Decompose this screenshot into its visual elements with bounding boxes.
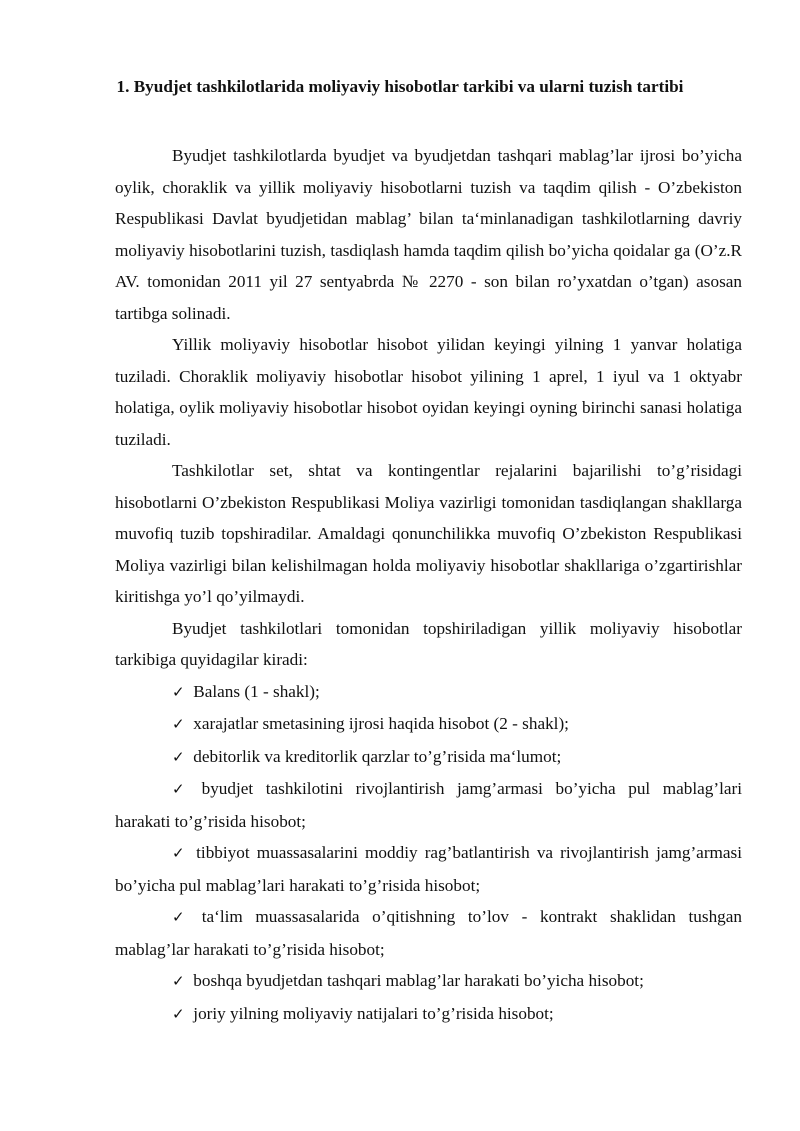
list-item	[115, 998, 742, 1031]
list-item-text: debitorlik va kreditorlik qarzlar to’g’risida ma‘lumot;	[193, 746, 562, 766]
list-item	[115, 773, 742, 837]
list-item	[115, 901, 742, 965]
list-item-text: tibbiyot muassasalarini moddiy rag’batlantirish va rivojlantirish jamg’armasi bo’yicha pul mablag’lari harakati to’g’risida hisobot;	[115, 843, 742, 895]
section-title: 1. Byudjet tashkilotlarida moliyaviy hisobotlar tarkibi va ularni tuzish tartibi	[116, 77, 684, 96]
checkmark-icon: ✓	[172, 1004, 185, 1023]
list-item-text: boshqa byudjetdan tashqari mablag’lar harakati bo’yicha hisobot;	[193, 971, 644, 990]
paragraph: Byudjet tashkilotlarda byudjet va byudjetdan tashqari mablag’lar ijrosi bo’yicha oylik, choraklik va yillik moliyaviy hisobotlarni tuzish va taqdim qilish - O’zbekiston Respublikasi Davlat byudjetidan mablag’ bilan ta‘minlanadigan tashkilotlarning davriy moliyaviy hisobotlarini tuzish, tasdiqlash hamda taqdim qilish bo’yicha qoidalar ga (O’z.R AV. tomonidan 2011 yil 27 sentyabrda № 2270 - son bilan ro’yxatdan o’tgan) asosan tartibga solinadi.	[115, 146, 742, 323]
document-body	[115, 140, 742, 1030]
checkmark-icon: ✓	[172, 715, 185, 733]
checkmark-icon: ✓	[172, 908, 185, 926]
list-item-text: ta‘lim muassasalarida o’qitishning to’lov - kontrakt shaklidan tushgan mablag’lar harakati to’g’risida hisobot;	[115, 907, 743, 959]
paragraph: Byudjet tashkilotlari tomonidan topshiriladigan yillik moliyaviy hisobotlar tarkibiga quyidagilar kiradi:	[115, 618, 742, 669]
list-item-text: byudjet tashkilotini rivojlantirish jamg’armasi bo’yicha pul mablag’lari harakati to’g’risida hisobot;	[115, 779, 743, 831]
list-item	[115, 741, 742, 774]
list-item-text: xarajatlar smetasining ijrosi haqida hisobot (2 - shakl);	[193, 714, 569, 733]
list-item	[115, 965, 742, 998]
list-item-text: joriy yilning moliyaviy natijalari to’g’risida hisobot;	[193, 1003, 554, 1023]
list-item-text: Balans (1 - shakl);	[193, 681, 320, 701]
paragraph: Yillik moliyaviy hisobotlar hisobot yilidan keyingi yilning 1 yanvar holatiga tuziladi. Choraklik moliyaviy hisobotlar hisobot yilining 1 aprel, 1 iyul va 1 oktyabr holatiga, oylik moliyaviy hisobotlar hisobot oyidan keyingi oyning birinchi sanasi holatiga tuziladi.	[115, 335, 742, 449]
checkmark-icon: ✓	[172, 972, 185, 990]
checkmark-icon: ✓	[172, 780, 185, 798]
paragraph: Tashkilotlar set, shtat va kontingentlar rejalarini bajarilishi to’g’risidagi hisobotlarni O’zbekiston Respublikasi Moliya vazirligi tomonidan tasdiqlangan shakllarga muvofiq tuzib topshiradilar. Amaldagi qonunchilikka muvofiq O’zbekiston Respublikasi Moliya vazirligi bilan kelishilmagan holda moliyaviy hisobotlar shakllariga o’zgartirishlar kiritishga yo’l qo’yilmaydi.	[115, 461, 742, 606]
checkmark-icon: ✓	[172, 682, 185, 701]
list-item	[115, 676, 742, 709]
checkmark-icon: ✓	[172, 844, 185, 862]
list-item	[115, 708, 742, 741]
checkmark-icon: ✓	[172, 747, 185, 766]
list-item	[115, 837, 742, 901]
